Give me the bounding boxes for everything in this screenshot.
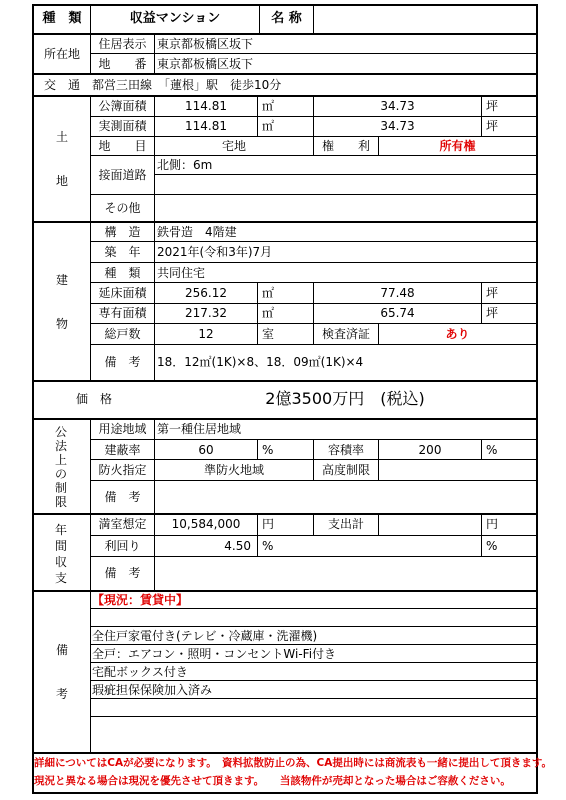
- far-value: 200: [418, 443, 442, 457]
- divider: [90, 344, 538, 345]
- remarks-label-bottom: 考: [55, 687, 68, 701]
- divider: [32, 221, 538, 223]
- floor-area-label: 延床面積: [98, 286, 147, 300]
- fire-label: 防火指定: [98, 463, 147, 477]
- divider: [90, 480, 538, 481]
- divider: [32, 513, 538, 515]
- divider: [90, 323, 538, 324]
- floor-area-tsubo: 77.48: [380, 286, 415, 300]
- yield-value: 4.50: [224, 539, 251, 553]
- divider: [257, 282, 258, 344]
- divider: [257, 439, 258, 459]
- remarks-line: 宅配ボックス付き: [92, 665, 188, 679]
- sqm-unit: ㎡: [262, 306, 275, 320]
- inspection-label: 検査済証: [321, 327, 370, 341]
- footer-note: 詳細についてはCAが必要になります。 資料拡散防止の為、CA提出時には商流表も一緒に提出して頂きます。: [34, 757, 553, 769]
- law-label-char: 上: [54, 453, 67, 467]
- divider: [90, 680, 538, 681]
- type-label: 種 類: [104, 266, 141, 280]
- divider: [90, 282, 538, 283]
- divider: [378, 513, 379, 535]
- divider: [90, 556, 538, 557]
- units-label: 総戸数: [104, 327, 141, 341]
- divider: [90, 241, 538, 242]
- building-remarks-value: 18．12㎡(1K)×8、18．09㎡(1K)×4: [157, 355, 364, 369]
- divider: [90, 662, 538, 663]
- law-label-char: 公: [54, 425, 67, 439]
- yen-unit: 円: [486, 517, 499, 531]
- kind-label: 種 類: [42, 11, 82, 26]
- remarks-label-top: 備: [55, 643, 68, 657]
- border-bottom: [32, 792, 538, 794]
- annual-label-char: 年: [54, 523, 67, 537]
- law-label-char: の: [54, 467, 67, 481]
- divider: [90, 459, 538, 460]
- transport-label: 交 通: [43, 78, 80, 92]
- divider: [32, 590, 538, 592]
- annual-remarks-label: 備 考: [104, 566, 141, 580]
- land-label-bottom: 地: [55, 174, 68, 188]
- rights-value: 所有権: [439, 139, 476, 153]
- annual-label-char: 間: [54, 539, 67, 553]
- address-value: 東京都板橋区坂下: [157, 37, 254, 51]
- divider: [90, 439, 538, 440]
- percent-unit: %: [262, 443, 274, 457]
- divider: [90, 262, 538, 263]
- yen-unit: 円: [262, 517, 275, 531]
- divider: [90, 698, 538, 699]
- remarks-line: 【現況：賃貸中】: [92, 593, 189, 607]
- name-label: 名 称: [271, 11, 302, 26]
- sqm-unit: ㎡: [262, 119, 275, 133]
- built-label: 築 年: [104, 245, 141, 259]
- divider: [90, 155, 538, 156]
- full-income-value: 10,584,000: [171, 517, 241, 531]
- fire-value: 準防火地域: [203, 463, 264, 477]
- law-label-char: 法: [54, 439, 67, 453]
- divider: [90, 644, 538, 645]
- road-label: 接面道路: [98, 168, 147, 182]
- divider: [154, 174, 538, 175]
- divider: [257, 95, 258, 136]
- divider: [32, 33, 538, 35]
- divider: [154, 33, 155, 74]
- zoning-value: 第一種住居地域: [157, 422, 242, 436]
- divider: [257, 513, 258, 556]
- divider: [90, 136, 538, 137]
- lot-label: 地 番: [98, 57, 147, 71]
- zoning-label: 用途地域: [98, 422, 147, 436]
- footer-note: 現況と異なる場合は現況を優先させて頂きます。 当該物件が売却となった場合はご容赦ください。: [34, 775, 511, 787]
- remarks-line: 全戸：エアコン・照明・コンセントWi-Fi付き: [92, 647, 337, 661]
- structure-label: 構 造: [104, 225, 141, 239]
- border-top: [32, 4, 538, 6]
- registry-area-tsubo: 34.73: [380, 99, 415, 113]
- tsubo-unit: 坪: [486, 99, 499, 113]
- divider: [90, 716, 538, 717]
- sqm-unit: ㎡: [262, 99, 275, 113]
- coverage-value: 60: [198, 443, 214, 457]
- divider: [32, 418, 538, 420]
- type-value: 共同住宅: [157, 266, 206, 280]
- private-area-tsubo: 65.74: [380, 306, 415, 320]
- full-income-label: 満室想定: [98, 517, 147, 531]
- actual-area-tsubo: 34.73: [380, 119, 415, 133]
- divider: [32, 73, 538, 75]
- tsubo-unit: 坪: [486, 306, 499, 320]
- percent-unit: %: [486, 443, 498, 457]
- divider: [90, 303, 538, 304]
- tsubo-unit: 坪: [486, 286, 499, 300]
- category-value: 宅地: [221, 139, 246, 153]
- registry-area-label: 公簿面積: [98, 99, 147, 113]
- percent-unit: %: [262, 539, 274, 553]
- other-label: その他: [104, 201, 141, 215]
- transport-value: 都営三田線 「蓮根」駅 徒歩10分: [92, 78, 282, 92]
- divider: [32, 752, 538, 754]
- divider: [90, 194, 538, 195]
- divider: [32, 95, 538, 97]
- units-unit: 室: [262, 327, 275, 341]
- registry-area-sqm: 114.81: [185, 99, 227, 113]
- category-label: 地 目: [98, 139, 147, 153]
- building-label-top: 建: [55, 273, 68, 287]
- units-value: 12: [198, 327, 214, 341]
- divider: [481, 439, 482, 459]
- actual-area-sqm: 114.81: [185, 119, 227, 133]
- law-remarks-label: 備 考: [104, 490, 141, 504]
- percent-unit: %: [486, 539, 498, 553]
- tsubo-unit: 坪: [486, 119, 499, 133]
- building-remarks-label: 備 考: [104, 355, 141, 369]
- divider: [90, 116, 538, 117]
- private-area-label: 専有面積: [98, 306, 147, 320]
- building-label-bottom: 物: [55, 317, 68, 331]
- coverage-label: 建蔽率: [104, 443, 141, 457]
- law-label-char: 制: [54, 481, 67, 495]
- built-value: 2021年(令和3年)7月: [157, 245, 273, 259]
- annual-label-char: 収: [54, 555, 67, 569]
- border-right: [536, 4, 538, 794]
- price-label: 価 格: [75, 392, 112, 406]
- divider: [90, 608, 538, 609]
- kind-value: 収益マンション: [129, 11, 221, 26]
- inspection-value: あり: [445, 327, 470, 341]
- location-label: 所在地: [43, 47, 80, 61]
- divider: [90, 53, 538, 54]
- remarks-line: 全住戸家電付き(テレビ・冷蔵庫・洗濯機): [92, 629, 318, 643]
- rights-label: 権 利: [321, 139, 370, 153]
- divider: [90, 535, 538, 536]
- road-value: 北側：6m: [157, 158, 213, 172]
- remarks-line: 瑕疵担保保険加入済み: [92, 683, 213, 697]
- divider: [481, 282, 482, 323]
- divider: [313, 4, 314, 34]
- divider: [481, 95, 482, 136]
- private-area-sqm: 217.32: [185, 306, 227, 320]
- address-label: 住居表示: [98, 37, 147, 51]
- law-label-char: 限: [54, 495, 67, 509]
- structure-value: 鉄骨造 4階建: [157, 225, 237, 239]
- divider: [32, 380, 538, 382]
- height-label: 高度制限: [321, 463, 370, 477]
- price-value: 2億3500万円 (税込): [265, 389, 425, 408]
- annual-label-char: 支: [54, 571, 67, 585]
- yield-label: 利回り: [104, 539, 141, 553]
- far-label: 容積率: [327, 443, 364, 457]
- floor-area-sqm: 256.12: [185, 286, 227, 300]
- land-label-top: 土: [55, 130, 68, 144]
- actual-area-label: 実測面積: [98, 119, 147, 133]
- sqm-unit: ㎡: [262, 286, 275, 300]
- divider: [481, 513, 482, 556]
- divider: [90, 626, 538, 627]
- lot-value: 東京都板橋区坂下: [157, 57, 254, 71]
- expense-label: 支出計: [327, 517, 364, 531]
